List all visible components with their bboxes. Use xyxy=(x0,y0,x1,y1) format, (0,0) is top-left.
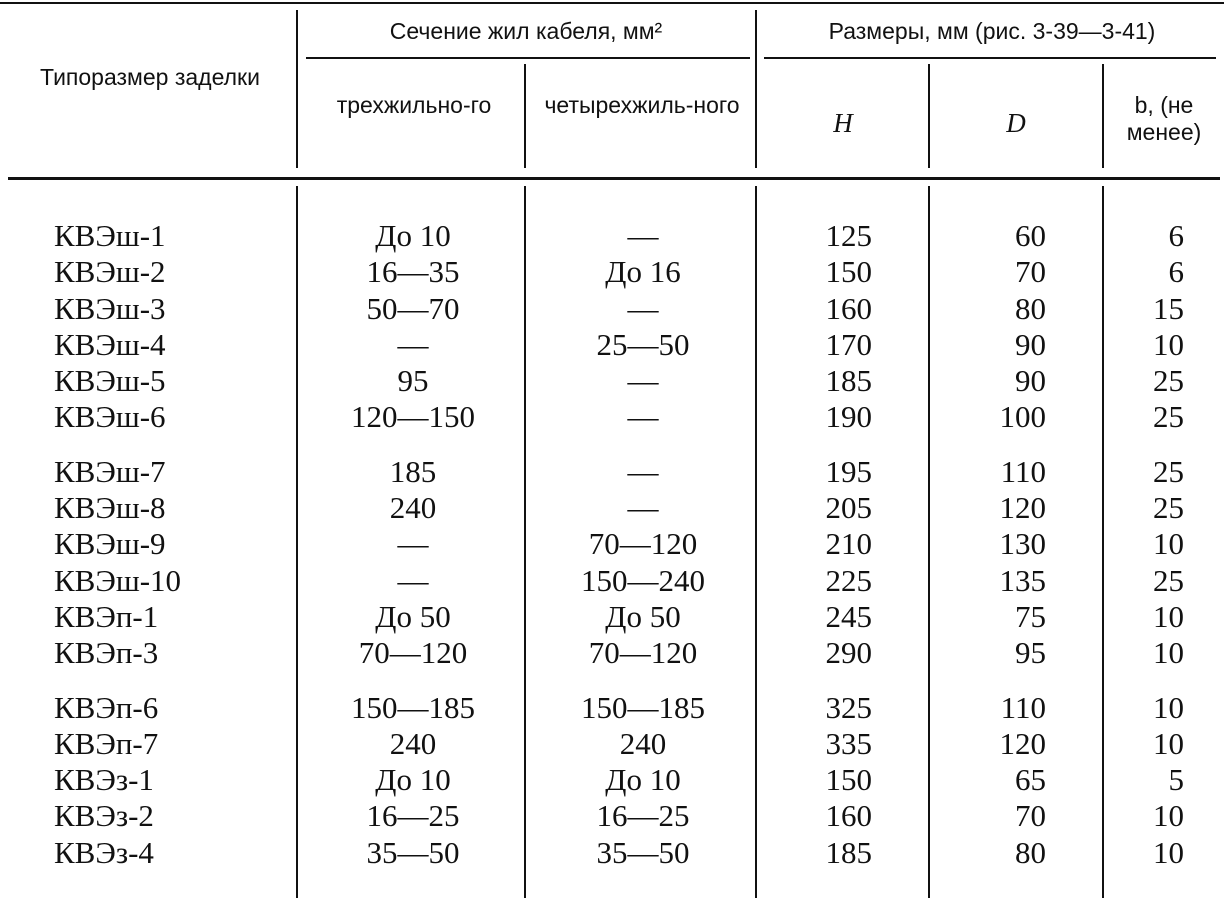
cell-three-core: — xyxy=(397,562,429,598)
header-four-core xyxy=(532,92,752,119)
cell-d: 65 xyxy=(1015,762,1046,798)
divider-d-b xyxy=(1102,64,1104,168)
cell-three-core: До 10 xyxy=(375,762,451,798)
header-section-group xyxy=(300,18,752,45)
cell-three-core: 50—70 xyxy=(366,290,460,326)
cell-d: 90 xyxy=(1015,326,1046,362)
cell-b: 25 xyxy=(1153,399,1184,435)
cell-d: 95 xyxy=(1015,635,1046,671)
cell-h: 160 xyxy=(825,798,872,834)
section-subheader-rule xyxy=(306,57,750,59)
table-row xyxy=(0,835,1224,871)
cell-four-core: — xyxy=(627,290,659,326)
cell-type-size: КВЭш-8 xyxy=(54,490,166,526)
cell-type-size: КВЭш-10 xyxy=(54,562,182,598)
header-d-label: D xyxy=(1006,108,1026,138)
cell-three-core: — xyxy=(397,526,429,562)
divider-type-section xyxy=(296,10,298,168)
header-dims-group xyxy=(762,18,1222,45)
cell-h: 190 xyxy=(825,399,872,435)
cell-type-size: КВЭп-7 xyxy=(54,725,159,761)
cell-type-size: КВЭп-1 xyxy=(54,598,159,634)
table-row xyxy=(0,218,1224,254)
divider-h-d xyxy=(928,64,930,168)
cell-three-core: — xyxy=(397,326,429,362)
header-three-core xyxy=(318,92,510,119)
cell-four-core: — xyxy=(627,399,659,435)
cell-d: 100 xyxy=(999,399,1046,435)
cell-type-size: КВЭз-4 xyxy=(54,834,154,870)
cell-b: 6 xyxy=(1168,218,1184,253)
cell-b: 10 xyxy=(1153,326,1184,362)
cell-b: 10 xyxy=(1153,798,1184,834)
cell-d: 80 xyxy=(1015,834,1046,870)
cell-b: 5 xyxy=(1168,762,1184,798)
cell-h: 205 xyxy=(825,490,872,526)
cell-d: 110 xyxy=(1000,689,1046,725)
table-row xyxy=(0,798,1224,834)
cell-h: 210 xyxy=(825,526,872,562)
cell-type-size: КВЭш-6 xyxy=(54,399,166,435)
cell-type-size: КВЭш-5 xyxy=(54,363,166,399)
cell-four-core: 16—25 xyxy=(596,798,690,834)
cell-type-size: КВЭш-3 xyxy=(54,290,166,326)
table-row xyxy=(0,490,1224,526)
header-h xyxy=(760,110,926,137)
cell-h: 225 xyxy=(825,562,872,598)
cell-four-core: 70—120 xyxy=(588,635,698,671)
table-row xyxy=(0,327,1224,363)
cell-four-core: До 10 xyxy=(605,762,681,798)
cell-h: 185 xyxy=(825,834,872,870)
cell-type-size: КВЭз-1 xyxy=(54,762,154,798)
cell-h: 335 xyxy=(825,725,872,761)
cell-four-core: 150—185 xyxy=(581,689,705,725)
cell-d: 120 xyxy=(999,725,1046,761)
cell-b: 15 xyxy=(1153,290,1184,326)
table-row xyxy=(0,399,1224,435)
cell-type-size: КВЭш-1 xyxy=(54,218,166,253)
cell-h: 290 xyxy=(825,635,872,671)
header-type-size-label: Типоразмер заделки xyxy=(40,64,260,90)
header-b-label: b, (не менее) xyxy=(1126,92,1202,145)
cell-d: 110 xyxy=(1000,453,1046,489)
cell-h: 245 xyxy=(825,598,872,634)
cell-b: 25 xyxy=(1153,363,1184,399)
cell-three-core: 35—50 xyxy=(366,834,460,870)
cell-d: 75 xyxy=(1015,598,1046,634)
cell-b: 10 xyxy=(1153,635,1184,671)
header-type-size xyxy=(20,64,280,91)
cell-b: 25 xyxy=(1153,562,1184,598)
table-row xyxy=(0,599,1224,635)
cell-d: 130 xyxy=(999,526,1046,562)
cell-h: 325 xyxy=(825,689,872,725)
cell-three-core: 70—120 xyxy=(358,635,468,671)
cell-four-core: 150—240 xyxy=(581,562,705,598)
cell-four-core: До 50 xyxy=(605,598,681,634)
cell-three-core: 240 xyxy=(389,490,437,526)
header-dims-group-label: Размеры, мм (рис. 3-39—3-41) xyxy=(828,18,1156,44)
cell-three-core: До 10 xyxy=(375,218,451,253)
header-b xyxy=(1106,92,1222,146)
table-row xyxy=(0,254,1224,290)
cell-h: 170 xyxy=(825,326,872,362)
cell-h: 150 xyxy=(825,254,872,290)
cell-d: 70 xyxy=(1015,254,1046,290)
cell-four-core: 70—120 xyxy=(588,526,698,562)
cell-type-size: КВЭп-3 xyxy=(54,635,159,671)
cell-h: 150 xyxy=(825,762,872,798)
cell-type-size: КВЭп-6 xyxy=(54,689,159,725)
table-row xyxy=(0,690,1224,726)
table-row xyxy=(0,635,1224,671)
cell-three-core: До 50 xyxy=(375,598,451,634)
header-four-core-label: четырехжиль-ного xyxy=(544,92,740,118)
divider-section-dims xyxy=(755,10,757,168)
dims-subheader-rule xyxy=(764,57,1216,59)
cell-b: 10 xyxy=(1153,725,1184,761)
table-top-rule xyxy=(0,2,1224,4)
cell-h: 195 xyxy=(825,453,872,489)
cell-four-core: 25—50 xyxy=(596,326,690,362)
cell-three-core: 16—25 xyxy=(366,798,460,834)
cell-h: 160 xyxy=(825,290,872,326)
cell-b: 10 xyxy=(1153,526,1184,562)
cell-b: 25 xyxy=(1153,490,1184,526)
header-h-label: H xyxy=(833,108,853,138)
cell-type-size: КВЭш-7 xyxy=(54,453,166,489)
cell-four-core: До 16 xyxy=(605,254,681,290)
cell-four-core: — xyxy=(627,363,659,399)
cell-four-core: — xyxy=(627,490,659,526)
cell-d: 80 xyxy=(1015,290,1046,326)
cell-four-core: — xyxy=(627,218,659,253)
cell-b: 6 xyxy=(1168,254,1184,290)
cell-four-core: 35—50 xyxy=(596,834,690,870)
table-row xyxy=(0,563,1224,599)
cell-h: 125 xyxy=(825,218,872,253)
cell-b: 25 xyxy=(1153,453,1184,489)
header-three-core-label: трехжильно-го xyxy=(336,92,492,118)
header-d xyxy=(932,110,1100,137)
header-section-group-label: Сечение жил кабеля, мм² xyxy=(389,18,663,44)
table-body xyxy=(0,218,1224,871)
table-row xyxy=(0,526,1224,562)
cell-three-core: 150—185 xyxy=(351,689,475,725)
cell-b: 10 xyxy=(1153,689,1184,725)
table-row xyxy=(0,762,1224,798)
cell-three-core: 185 xyxy=(389,453,437,489)
cell-three-core: 120—150 xyxy=(351,399,475,435)
cell-three-core: 16—35 xyxy=(366,254,460,290)
table-row xyxy=(0,726,1224,762)
cell-four-core: — xyxy=(627,453,659,489)
cell-type-size: КВЭш-2 xyxy=(54,254,166,290)
cell-four-core: 240 xyxy=(619,725,667,761)
cell-type-size: КВЭш-4 xyxy=(54,326,166,362)
cell-b: 10 xyxy=(1153,834,1184,870)
cell-d: 135 xyxy=(999,562,1046,598)
cell-three-core: 240 xyxy=(389,725,437,761)
cell-d: 120 xyxy=(999,490,1046,526)
cell-d: 70 xyxy=(1015,798,1046,834)
divider-three-four xyxy=(524,64,526,168)
table-row xyxy=(0,454,1224,490)
cell-d: 90 xyxy=(1015,363,1046,399)
cell-three-core: 95 xyxy=(397,363,429,399)
cell-type-size: КВЭз-2 xyxy=(54,798,154,834)
header-bottom-rule xyxy=(8,177,1220,180)
table-row xyxy=(0,291,1224,327)
table-row xyxy=(0,363,1224,399)
cell-d: 60 xyxy=(1015,218,1046,253)
cell-type-size: КВЭш-9 xyxy=(54,526,166,562)
cell-h: 185 xyxy=(825,363,872,399)
cell-b: 10 xyxy=(1153,598,1184,634)
